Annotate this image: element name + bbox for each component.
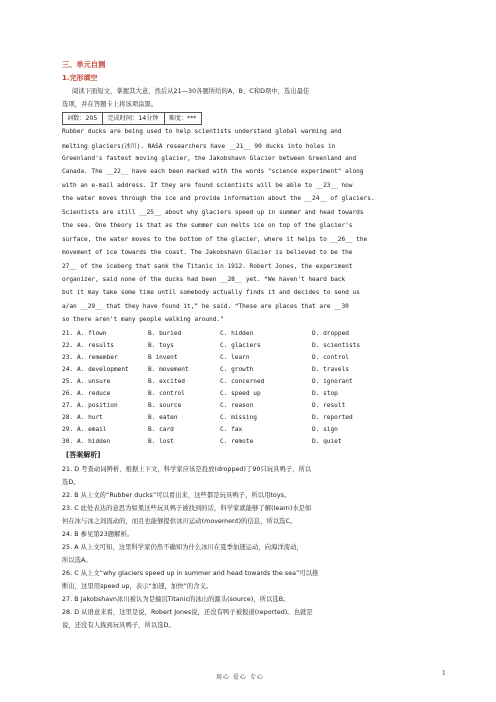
- option-d: D. result: [312, 402, 346, 409]
- option-d: D. sign: [312, 426, 338, 433]
- option-a: A. email: [77, 426, 107, 433]
- passage-line: Canada. The __22__ have each been marked with the words "science experiment" along: [62, 168, 364, 176]
- passage-line: but it may take some time until somebody actually finds it and decides to send us: [62, 289, 360, 297]
- answer-line: 26. C 从上文“why glaciers speed up in summer and head towards the sea”可以推: [62, 570, 319, 577]
- option-c: C. learn: [220, 354, 250, 361]
- passage-line: melting glaciers(冰川). NASA researchers have __21__ 90 ducks into holes in: [62, 143, 336, 151]
- answer-line: 所以选A。: [62, 557, 92, 564]
- page-number: 1: [442, 670, 446, 677]
- option-b: B. control: [148, 390, 185, 397]
- option-b: B invent: [148, 354, 178, 361]
- passage-line: a/an __29__ that they have found it,” he said. “These are places that are __30: [62, 302, 349, 310]
- completion-time: 完成时间：14分钟: [103, 113, 164, 124]
- option-c: C. glaciers: [220, 342, 261, 349]
- answer-line: 21. D 考查动词辨析，根据上下文，科学家应该是投放(dropped)了90只玩具鸭子，所以: [62, 466, 312, 473]
- option-b: B. movement: [148, 366, 189, 373]
- option-b: B. card: [148, 426, 174, 433]
- option-c: C. growth: [220, 366, 254, 373]
- answer-line: 选D。: [62, 479, 80, 486]
- answer-line: 说，还没有人拣到玩具鸭子，所以选D。: [62, 622, 175, 629]
- option-d: D. travels: [312, 366, 349, 373]
- question-number: 23.: [62, 354, 74, 361]
- option-d: D. ignorant: [312, 378, 353, 385]
- option-b: B. eaten: [148, 414, 178, 421]
- question-number: 22.: [62, 342, 74, 349]
- passage-line: Greenland's fastest moving glacier, the Jakobshavn Glacier between Greenland and: [62, 154, 357, 162]
- option-b: B. lost: [148, 438, 174, 445]
- option-d: D. control: [312, 354, 349, 361]
- option-c: C. remote: [220, 438, 254, 445]
- option-a: A. unsure: [77, 378, 111, 385]
- option-a: A. reduce: [77, 390, 111, 397]
- option-c: C. concerned: [220, 378, 265, 385]
- word-count: 词数：205: [63, 113, 103, 124]
- question-number: 30.: [62, 438, 74, 445]
- passage-line: movement of ice towards the coast. The Jakobshavn Glacier is believed to be the: [62, 249, 353, 257]
- passage-line: the water moves through the ice and provide information about the __24__ of glaciers.: [62, 195, 375, 203]
- info-box: [62, 112, 202, 125]
- passage-line: with an e-mail address. If they are found scientists will be able to __23__ how: [62, 181, 353, 189]
- passage-line: Rubber ducks are being used to help scientists understand global warming and: [62, 128, 342, 135]
- answer-line: 23. C 此处表达的意思为如果这些玩具鸭子被找到的话，科学家就能够了解(learn)水是如: [62, 505, 312, 512]
- option-b: B. source: [148, 402, 182, 409]
- option-c: C. missing: [220, 414, 257, 421]
- answer-line: 28. D 从语意来看，这里是说，Robert Jones说，还没有鸭子被报道(reported)。也就是: [62, 609, 313, 616]
- option-c: C. reason: [220, 402, 254, 409]
- question-number: 25.: [62, 378, 74, 385]
- question-number: 26.: [62, 390, 74, 397]
- option-d: D. quiet: [312, 438, 342, 445]
- passage-line: 27__ of the iceberg that sank the Titanic in 1912. Robert Jones, the experiment: [62, 262, 353, 270]
- question-number: 21.: [62, 330, 74, 337]
- option-a: A. hidden: [77, 438, 111, 445]
- question-number: 27.: [62, 402, 74, 409]
- option-b: B. toys: [148, 342, 174, 349]
- answer-line: 24. B 参见第23题解析。: [62, 531, 134, 538]
- question-number: 29.: [62, 426, 74, 433]
- passage-line: Scientists are still __25__ about why glaciers speed up in summer and head towards: [62, 208, 364, 216]
- answer-line: 22. B 从上文的“Rubber ducks”可以看出来，这些都是玩具鸭子，所以用toys。: [62, 492, 291, 499]
- option-a: A. remember: [77, 354, 118, 361]
- page-footer: 用心 爱心 专心: [216, 674, 264, 681]
- passage-line: surface, the water moves to the bottom of the glacier, where it helps to __26__ the: [62, 235, 368, 243]
- answer-line: 27. B Jakobshavn冰川被认为是撞沉Titanic的冰山的源头(source)，所以选B。: [62, 596, 290, 603]
- passage-line: so there aren't many people walking around.": [62, 316, 224, 324]
- option-a: A. hurt: [77, 414, 103, 421]
- option-a: A. development: [77, 366, 129, 373]
- question-number: 24.: [62, 366, 74, 373]
- instructions-line-1: 阅读下面短文，掌握其大意，然后从21—30各题所给的A、B、C和D项中，选出最佳: [72, 88, 310, 95]
- option-d: D. scientists: [312, 342, 361, 349]
- option-d: D. dropped: [312, 330, 349, 337]
- answer-line: 断出，这里用speed up，表示“加速，加快”的含义。: [62, 583, 213, 590]
- option-c: C. fax: [220, 426, 243, 433]
- answer-heading: [答案解析]: [66, 451, 101, 459]
- option-c: C. speed up: [220, 390, 261, 397]
- answer-line: 25. A 从上文可知，这里科学家仍然不确知为什么冰川在夏季加速运动，向海洋流动，: [62, 544, 303, 551]
- subsection-title: 1.完形填空: [62, 74, 98, 82]
- passage-line: organizer, said none of the ducks had been __28__ yet. “We haven't heard back: [62, 275, 346, 283]
- instructions-line-2: 选项，并在答题卡上将该项涂黑。: [62, 101, 158, 108]
- option-a: A. position: [77, 402, 118, 409]
- option-d: D. stop: [312, 390, 338, 397]
- section-title: 三、单元自测: [62, 60, 106, 69]
- question-number: 28.: [62, 414, 74, 421]
- option-b: B. excited: [148, 378, 185, 385]
- answer-line: 何在冰与冰之间流动的，而且也能够提供冰川运动(movement)的信息，所以选C。: [62, 518, 297, 525]
- option-a: A. results: [77, 342, 114, 349]
- passage-line: the sea. One theory is that as the summer sun melts ice on top of the glacier's: [62, 222, 353, 230]
- option-b: B. buried: [148, 330, 182, 337]
- option-a: A. flown: [77, 330, 107, 337]
- option-d: D. reported: [312, 414, 353, 421]
- option-c: C. hidden: [220, 330, 254, 337]
- difficulty: 难度：***: [168, 115, 197, 122]
